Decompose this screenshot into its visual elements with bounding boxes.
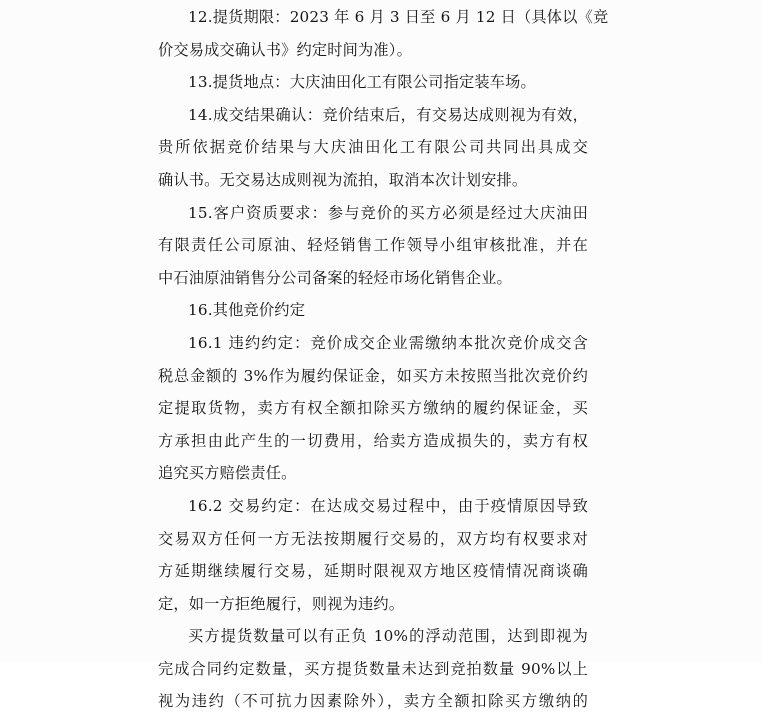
text-line: 16.其他竞价约定 [188,301,306,320]
text-line: 税总金额的 3%作为履约保证金，如买方未按照当批次竞价约 [158,366,588,385]
document-body [158,0,609,718]
paragraph-delivery-quantity [158,620,588,718]
paragraph-delivery-period [158,1,609,66]
text-line: 中石油原油销售分公司备案的轻烃市场化销售企业。 [158,268,512,287]
paragraph-result-confirmation [158,99,588,197]
text-line: 16.2 交易约定：在达成交易过程中，由于疫情原因导致 [188,496,588,515]
paragraph-delivery-location [158,66,588,99]
text-line: 15.客户资质要求：参与竞价的买方必须是经过大庆油田 [188,203,588,222]
text-line: 买方提货数量可以有正负 10%的浮动范围，达到即视为 [188,627,588,646]
text-line: 定提取货物，卖方有权全额扣除买方缴纳的履约保证金，买 [158,399,588,418]
paragraph-other-agreements-heading [158,294,588,327]
text-line: 有限责任公司原油、轻烃销售工作领导小组审核批准，并在 [158,236,588,255]
text-line: 14.成交结果确认：竞价结束后，有交易达成则视为有效， [188,105,588,124]
text-line: 贵所依据竞价结果与大庆油田化工有限公司共同出具成交 [158,138,588,157]
text-line: 视为违约（不可抗力因素除外），卖方全额扣除买方缴纳的 [158,692,588,711]
text-line: 完成合同约定数量，买方提货数量未达到竞拍数量 90%以上 [158,659,588,678]
paragraph-breach-agreement [158,327,588,490]
text-line: 追究买方赔偿责任。 [158,464,297,483]
text-line: 方承担由此产生的一切费用，给卖方造成损失的，卖方有权 [158,431,588,450]
text-line: 价交易成交确认书》约定时间为准）。 [158,40,412,59]
text-line: 12.提货期限：2023 年 6 月 3 日至 6 月 12 日（具体以《竞 [188,8,609,26]
text-line: 交易双方任何一方无法按期履行交易的，双方均有权要求对 [158,529,588,548]
text-line: 13.提货地点：大庆油田化工有限公司指定装车场。 [188,73,536,92]
paragraph-transaction-agreement [158,490,588,620]
text-line: 16.1 违约约定：竞价成交企业需缴纳本批次竞价成交含 [188,333,588,352]
text-line: 确认书。无交易达成则视为流拍，取消本次计划安排。 [158,170,528,189]
text-line: 方延期继续履行交易，延期时限视双方地区疫情情况商谈确 [158,562,588,581]
text-line: 定，如一方拒绝履行，则视为违约。 [158,594,405,613]
paragraph-customer-qualification [158,197,588,295]
